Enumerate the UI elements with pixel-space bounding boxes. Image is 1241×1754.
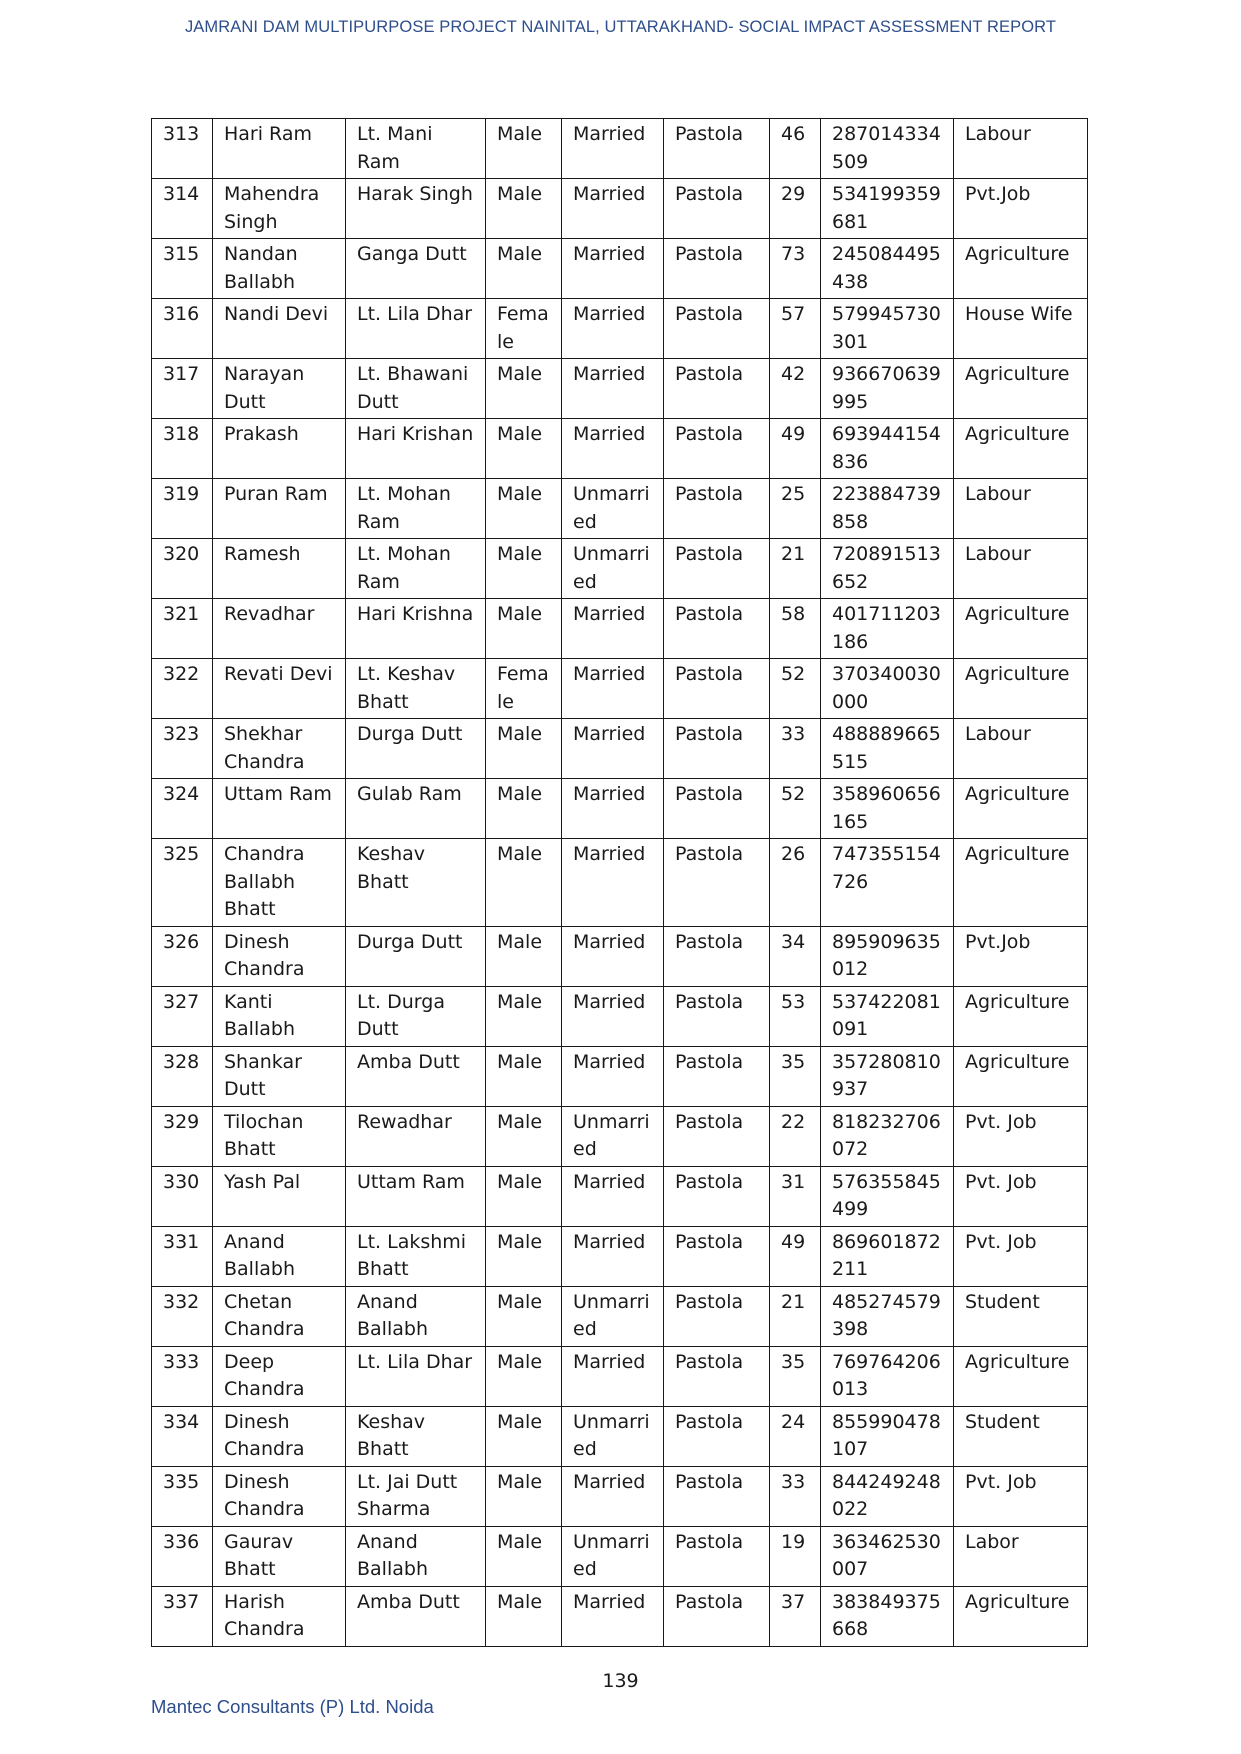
village-cell: Pastola [664, 1286, 770, 1346]
table-body [152, 119, 1088, 1647]
father-name-cell: Hari Krishna [346, 599, 486, 659]
name-cell: Kanti Ballabh [213, 986, 346, 1046]
name-cell: Yash Pal [213, 1166, 346, 1226]
gender-cell: Male [486, 986, 562, 1046]
aadhaar-cell: 383849375668 [821, 1586, 954, 1646]
age-cell: 26 [770, 839, 821, 927]
gender-cell: Male [486, 1046, 562, 1106]
table-row [152, 1046, 1088, 1106]
aadhaar-cell: 485274579398 [821, 1286, 954, 1346]
gender-cell: Male [486, 119, 562, 179]
name-cell: Harish Chandra [213, 1586, 346, 1646]
serial-cell: 330 [152, 1166, 213, 1226]
village-cell: Pastola [664, 419, 770, 479]
father-name-cell: Lt. Mani Ram [346, 119, 486, 179]
father-name-cell: Lt. Durga Dutt [346, 986, 486, 1046]
gender-cell: Male [486, 926, 562, 986]
occupation-cell: Pvt. Job [954, 1466, 1088, 1526]
occupation-cell: Agriculture [954, 359, 1088, 419]
age-cell: 49 [770, 419, 821, 479]
village-cell: Pastola [664, 1526, 770, 1586]
village-cell: Pastola [664, 719, 770, 779]
serial-cell: 315 [152, 239, 213, 299]
name-cell: Revadhar [213, 599, 346, 659]
village-cell: Pastola [664, 359, 770, 419]
aadhaar-cell: 844249248022 [821, 1466, 954, 1526]
aadhaar-cell: 895909635012 [821, 926, 954, 986]
village-cell: Pastola [664, 1226, 770, 1286]
father-name-cell: Harak Singh [346, 179, 486, 239]
serial-cell: 331 [152, 1226, 213, 1286]
village-cell: Pastola [664, 926, 770, 986]
name-cell: Shankar Dutt [213, 1046, 346, 1106]
table-row [152, 719, 1088, 779]
gender-cell: Male [486, 1586, 562, 1646]
serial-cell: 317 [152, 359, 213, 419]
aadhaar-cell: 223884739858 [821, 479, 954, 539]
marital-status-cell: Married [562, 1166, 664, 1226]
occupation-cell: Agriculture [954, 986, 1088, 1046]
age-cell: 33 [770, 719, 821, 779]
aadhaar-cell: 769764206013 [821, 1346, 954, 1406]
age-cell: 52 [770, 779, 821, 839]
occupation-cell: Pvt.Job [954, 926, 1088, 986]
aadhaar-cell: 370340030000 [821, 659, 954, 719]
father-name-cell: Gulab Ram [346, 779, 486, 839]
occupation-cell: Labour [954, 479, 1088, 539]
age-cell: 22 [770, 1106, 821, 1166]
occupation-cell: Pvt. Job [954, 1166, 1088, 1226]
table-row [152, 839, 1088, 927]
aadhaar-cell: 534199359681 [821, 179, 954, 239]
occupation-cell: Pvt. Job [954, 1106, 1088, 1166]
aadhaar-cell: 869601872211 [821, 1226, 954, 1286]
table-row [152, 239, 1088, 299]
father-name-cell: Lt. Mohan Ram [346, 539, 486, 599]
age-cell: 29 [770, 179, 821, 239]
aadhaar-cell: 363462530007 [821, 1526, 954, 1586]
aadhaar-cell: 855990478107 [821, 1406, 954, 1466]
gender-cell: Male [486, 1166, 562, 1226]
occupation-cell: Agriculture [954, 1346, 1088, 1406]
serial-cell: 336 [152, 1526, 213, 1586]
occupation-cell: Agriculture [954, 1046, 1088, 1106]
aadhaar-cell: 287014334509 [821, 119, 954, 179]
gender-cell: Male [486, 1106, 562, 1166]
age-cell: 25 [770, 479, 821, 539]
beneficiary-table [151, 118, 1088, 1647]
father-name-cell: Lt. Lila Dhar [346, 299, 486, 359]
marital-status-cell: Unmarried [562, 1106, 664, 1166]
table-row [152, 1466, 1088, 1526]
age-cell: 52 [770, 659, 821, 719]
village-cell: Pastola [664, 119, 770, 179]
marital-status-cell: Married [562, 239, 664, 299]
gender-cell: Male [486, 1346, 562, 1406]
gender-cell: Male [486, 1406, 562, 1466]
name-cell: Narayan Dutt [213, 359, 346, 419]
table-row [152, 779, 1088, 839]
gender-cell: Male [486, 179, 562, 239]
name-cell: Ramesh [213, 539, 346, 599]
table-row [152, 299, 1088, 359]
footer-company: Mantec Consultants (P) Ltd. Noida [151, 1696, 434, 1717]
village-cell: Pastola [664, 1466, 770, 1526]
marital-status-cell: Married [562, 599, 664, 659]
marital-status-cell: Married [562, 1466, 664, 1526]
aadhaar-cell: 357280810937 [821, 1046, 954, 1106]
father-name-cell: Anand Ballabh [346, 1526, 486, 1586]
marital-status-cell: Married [562, 299, 664, 359]
marital-status-cell: Unmarried [562, 479, 664, 539]
village-cell: Pastola [664, 1106, 770, 1166]
aadhaar-cell: 720891513652 [821, 539, 954, 599]
name-cell: Puran Ram [213, 479, 346, 539]
age-cell: 37 [770, 1586, 821, 1646]
father-name-cell: Uttam Ram [346, 1166, 486, 1226]
village-cell: Pastola [664, 299, 770, 359]
table-row [152, 1286, 1088, 1346]
serial-cell: 314 [152, 179, 213, 239]
aadhaar-cell: 576355845499 [821, 1166, 954, 1226]
marital-status-cell: Married [562, 179, 664, 239]
village-cell: Pastola [664, 239, 770, 299]
report-header: JAMRANI DAM MULTIPURPOSE PROJECT NAINITAL, UTTARAKHAND- SOCIAL IMPACT ASSESSMENT REPORT [184, 18, 1057, 36]
table-row [152, 986, 1088, 1046]
serial-cell: 319 [152, 479, 213, 539]
aadhaar-cell: 747355154726 [821, 839, 954, 927]
gender-cell: Male [486, 779, 562, 839]
marital-status-cell: Married [562, 419, 664, 479]
table-row [152, 1526, 1088, 1586]
village-cell: Pastola [664, 539, 770, 599]
father-name-cell: Ganga Dutt [346, 239, 486, 299]
aadhaar-cell: 488889665515 [821, 719, 954, 779]
father-name-cell: Amba Dutt [346, 1586, 486, 1646]
gender-cell: Female [486, 659, 562, 719]
name-cell: Dinesh Chandra [213, 926, 346, 986]
gender-cell: Male [486, 539, 562, 599]
table-row [152, 1586, 1088, 1646]
aadhaar-cell: 579945730301 [821, 299, 954, 359]
father-name-cell: Lt. Mohan Ram [346, 479, 486, 539]
age-cell: 53 [770, 986, 821, 1046]
age-cell: 42 [770, 359, 821, 419]
father-name-cell: Rewadhar [346, 1106, 486, 1166]
gender-cell: Female [486, 299, 562, 359]
table-row [152, 479, 1088, 539]
serial-cell: 329 [152, 1106, 213, 1166]
gender-cell: Male [486, 479, 562, 539]
aadhaar-cell: 818232706072 [821, 1106, 954, 1166]
age-cell: 21 [770, 1286, 821, 1346]
father-name-cell: Durga Dutt [346, 926, 486, 986]
name-cell: Mahendra Singh [213, 179, 346, 239]
name-cell: Deep Chandra [213, 1346, 346, 1406]
occupation-cell: Labour [954, 119, 1088, 179]
marital-status-cell: Unmarried [562, 1286, 664, 1346]
gender-cell: Male [486, 1226, 562, 1286]
village-cell: Pastola [664, 179, 770, 239]
marital-status-cell: Unmarried [562, 539, 664, 599]
age-cell: 49 [770, 1226, 821, 1286]
name-cell: Dinesh Chandra [213, 1466, 346, 1526]
marital-status-cell: Married [562, 359, 664, 419]
serial-cell: 333 [152, 1346, 213, 1406]
name-cell: Prakash [213, 419, 346, 479]
table-row [152, 1106, 1088, 1166]
gender-cell: Male [486, 1466, 562, 1526]
aadhaar-cell: 936670639995 [821, 359, 954, 419]
father-name-cell: Keshav Bhatt [346, 839, 486, 927]
marital-status-cell: Unmarried [562, 1406, 664, 1466]
father-name-cell: Keshav Bhatt [346, 1406, 486, 1466]
serial-cell: 334 [152, 1406, 213, 1466]
gender-cell: Male [486, 419, 562, 479]
village-cell: Pastola [664, 1586, 770, 1646]
marital-status-cell: Married [562, 986, 664, 1046]
table-row [152, 359, 1088, 419]
aadhaar-cell: 693944154836 [821, 419, 954, 479]
village-cell: Pastola [664, 659, 770, 719]
occupation-cell: Student [954, 1286, 1088, 1346]
serial-cell: 337 [152, 1586, 213, 1646]
age-cell: 73 [770, 239, 821, 299]
name-cell: Uttam Ram [213, 779, 346, 839]
aadhaar-cell: 401711203186 [821, 599, 954, 659]
marital-status-cell: Married [562, 1586, 664, 1646]
name-cell: Tilochan Bhatt [213, 1106, 346, 1166]
occupation-cell: Agriculture [954, 659, 1088, 719]
serial-cell: 328 [152, 1046, 213, 1106]
occupation-cell: Student [954, 1406, 1088, 1466]
age-cell: 58 [770, 599, 821, 659]
father-name-cell: Amba Dutt [346, 1046, 486, 1106]
occupation-cell: Agriculture [954, 239, 1088, 299]
father-name-cell: Lt. Lila Dhar [346, 1346, 486, 1406]
occupation-cell: Agriculture [954, 839, 1088, 927]
marital-status-cell: Unmarried [562, 1526, 664, 1586]
serial-cell: 325 [152, 839, 213, 927]
table-row [152, 599, 1088, 659]
marital-status-cell: Married [562, 1046, 664, 1106]
aadhaar-cell: 245084495438 [821, 239, 954, 299]
name-cell: Dinesh Chandra [213, 1406, 346, 1466]
gender-cell: Male [486, 719, 562, 779]
age-cell: 57 [770, 299, 821, 359]
serial-cell: 316 [152, 299, 213, 359]
name-cell: Nandan Ballabh [213, 239, 346, 299]
occupation-cell: Labour [954, 719, 1088, 779]
marital-status-cell: Married [562, 839, 664, 927]
village-cell: Pastola [664, 1166, 770, 1226]
village-cell: Pastola [664, 599, 770, 659]
village-cell: Pastola [664, 779, 770, 839]
serial-cell: 326 [152, 926, 213, 986]
age-cell: 34 [770, 926, 821, 986]
marital-status-cell: Married [562, 719, 664, 779]
serial-cell: 313 [152, 119, 213, 179]
gender-cell: Male [486, 1286, 562, 1346]
name-cell: Chandra Ballabh Bhatt [213, 839, 346, 927]
gender-cell: Male [486, 1526, 562, 1586]
serial-cell: 324 [152, 779, 213, 839]
table-row [152, 539, 1088, 599]
serial-cell: 320 [152, 539, 213, 599]
table-row [152, 119, 1088, 179]
village-cell: Pastola [664, 479, 770, 539]
village-cell: Pastola [664, 1406, 770, 1466]
aadhaar-cell: 537422081091 [821, 986, 954, 1046]
serial-cell: 335 [152, 1466, 213, 1526]
marital-status-cell: Married [562, 659, 664, 719]
serial-cell: 321 [152, 599, 213, 659]
age-cell: 31 [770, 1166, 821, 1226]
age-cell: 35 [770, 1046, 821, 1106]
age-cell: 21 [770, 539, 821, 599]
occupation-cell: Labour [954, 539, 1088, 599]
occupation-cell: Labor [954, 1526, 1088, 1586]
table-row [152, 659, 1088, 719]
gender-cell: Male [486, 239, 562, 299]
table-row [152, 926, 1088, 986]
table-row [152, 419, 1088, 479]
occupation-cell: Agriculture [954, 599, 1088, 659]
father-name-cell: Lt. Bhawani Dutt [346, 359, 486, 419]
village-cell: Pastola [664, 1046, 770, 1106]
occupation-cell: House Wife [954, 299, 1088, 359]
age-cell: 24 [770, 1406, 821, 1466]
beneficiary-table-wrapper [151, 118, 1088, 1647]
gender-cell: Male [486, 839, 562, 927]
table-row [152, 1226, 1088, 1286]
page-number: 139 [602, 1670, 639, 1692]
occupation-cell: Agriculture [954, 779, 1088, 839]
serial-cell: 318 [152, 419, 213, 479]
aadhaar-cell: 358960656165 [821, 779, 954, 839]
village-cell: Pastola [664, 1346, 770, 1406]
marital-status-cell: Married [562, 119, 664, 179]
age-cell: 35 [770, 1346, 821, 1406]
name-cell: Chetan Chandra [213, 1286, 346, 1346]
name-cell: Anand Ballabh [213, 1226, 346, 1286]
father-name-cell: Lt. Jai Dutt Sharma [346, 1466, 486, 1526]
gender-cell: Male [486, 599, 562, 659]
table-row [152, 179, 1088, 239]
father-name-cell: Hari Krishan [346, 419, 486, 479]
father-name-cell: Anand Ballabh [346, 1286, 486, 1346]
name-cell: Shekhar Chandra [213, 719, 346, 779]
father-name-cell: Lt. Keshav Bhatt [346, 659, 486, 719]
father-name-cell: Durga Dutt [346, 719, 486, 779]
name-cell: Hari Ram [213, 119, 346, 179]
occupation-cell: Pvt. Job [954, 1226, 1088, 1286]
serial-cell: 327 [152, 986, 213, 1046]
occupation-cell: Agriculture [954, 419, 1088, 479]
name-cell: Revati Devi [213, 659, 346, 719]
village-cell: Pastola [664, 839, 770, 927]
marital-status-cell: Married [562, 1346, 664, 1406]
age-cell: 19 [770, 1526, 821, 1586]
marital-status-cell: Married [562, 926, 664, 986]
age-cell: 33 [770, 1466, 821, 1526]
marital-status-cell: Married [562, 779, 664, 839]
table-row [152, 1346, 1088, 1406]
father-name-cell: Lt. Lakshmi Bhatt [346, 1226, 486, 1286]
age-cell: 46 [770, 119, 821, 179]
gender-cell: Male [486, 359, 562, 419]
serial-cell: 323 [152, 719, 213, 779]
table-row [152, 1406, 1088, 1466]
village-cell: Pastola [664, 986, 770, 1046]
name-cell: Nandi Devi [213, 299, 346, 359]
occupation-cell: Agriculture [954, 1586, 1088, 1646]
occupation-cell: Pvt.Job [954, 179, 1088, 239]
serial-cell: 322 [152, 659, 213, 719]
serial-cell: 332 [152, 1286, 213, 1346]
table-row [152, 1166, 1088, 1226]
marital-status-cell: Married [562, 1226, 664, 1286]
name-cell: Gaurav Bhatt [213, 1526, 346, 1586]
